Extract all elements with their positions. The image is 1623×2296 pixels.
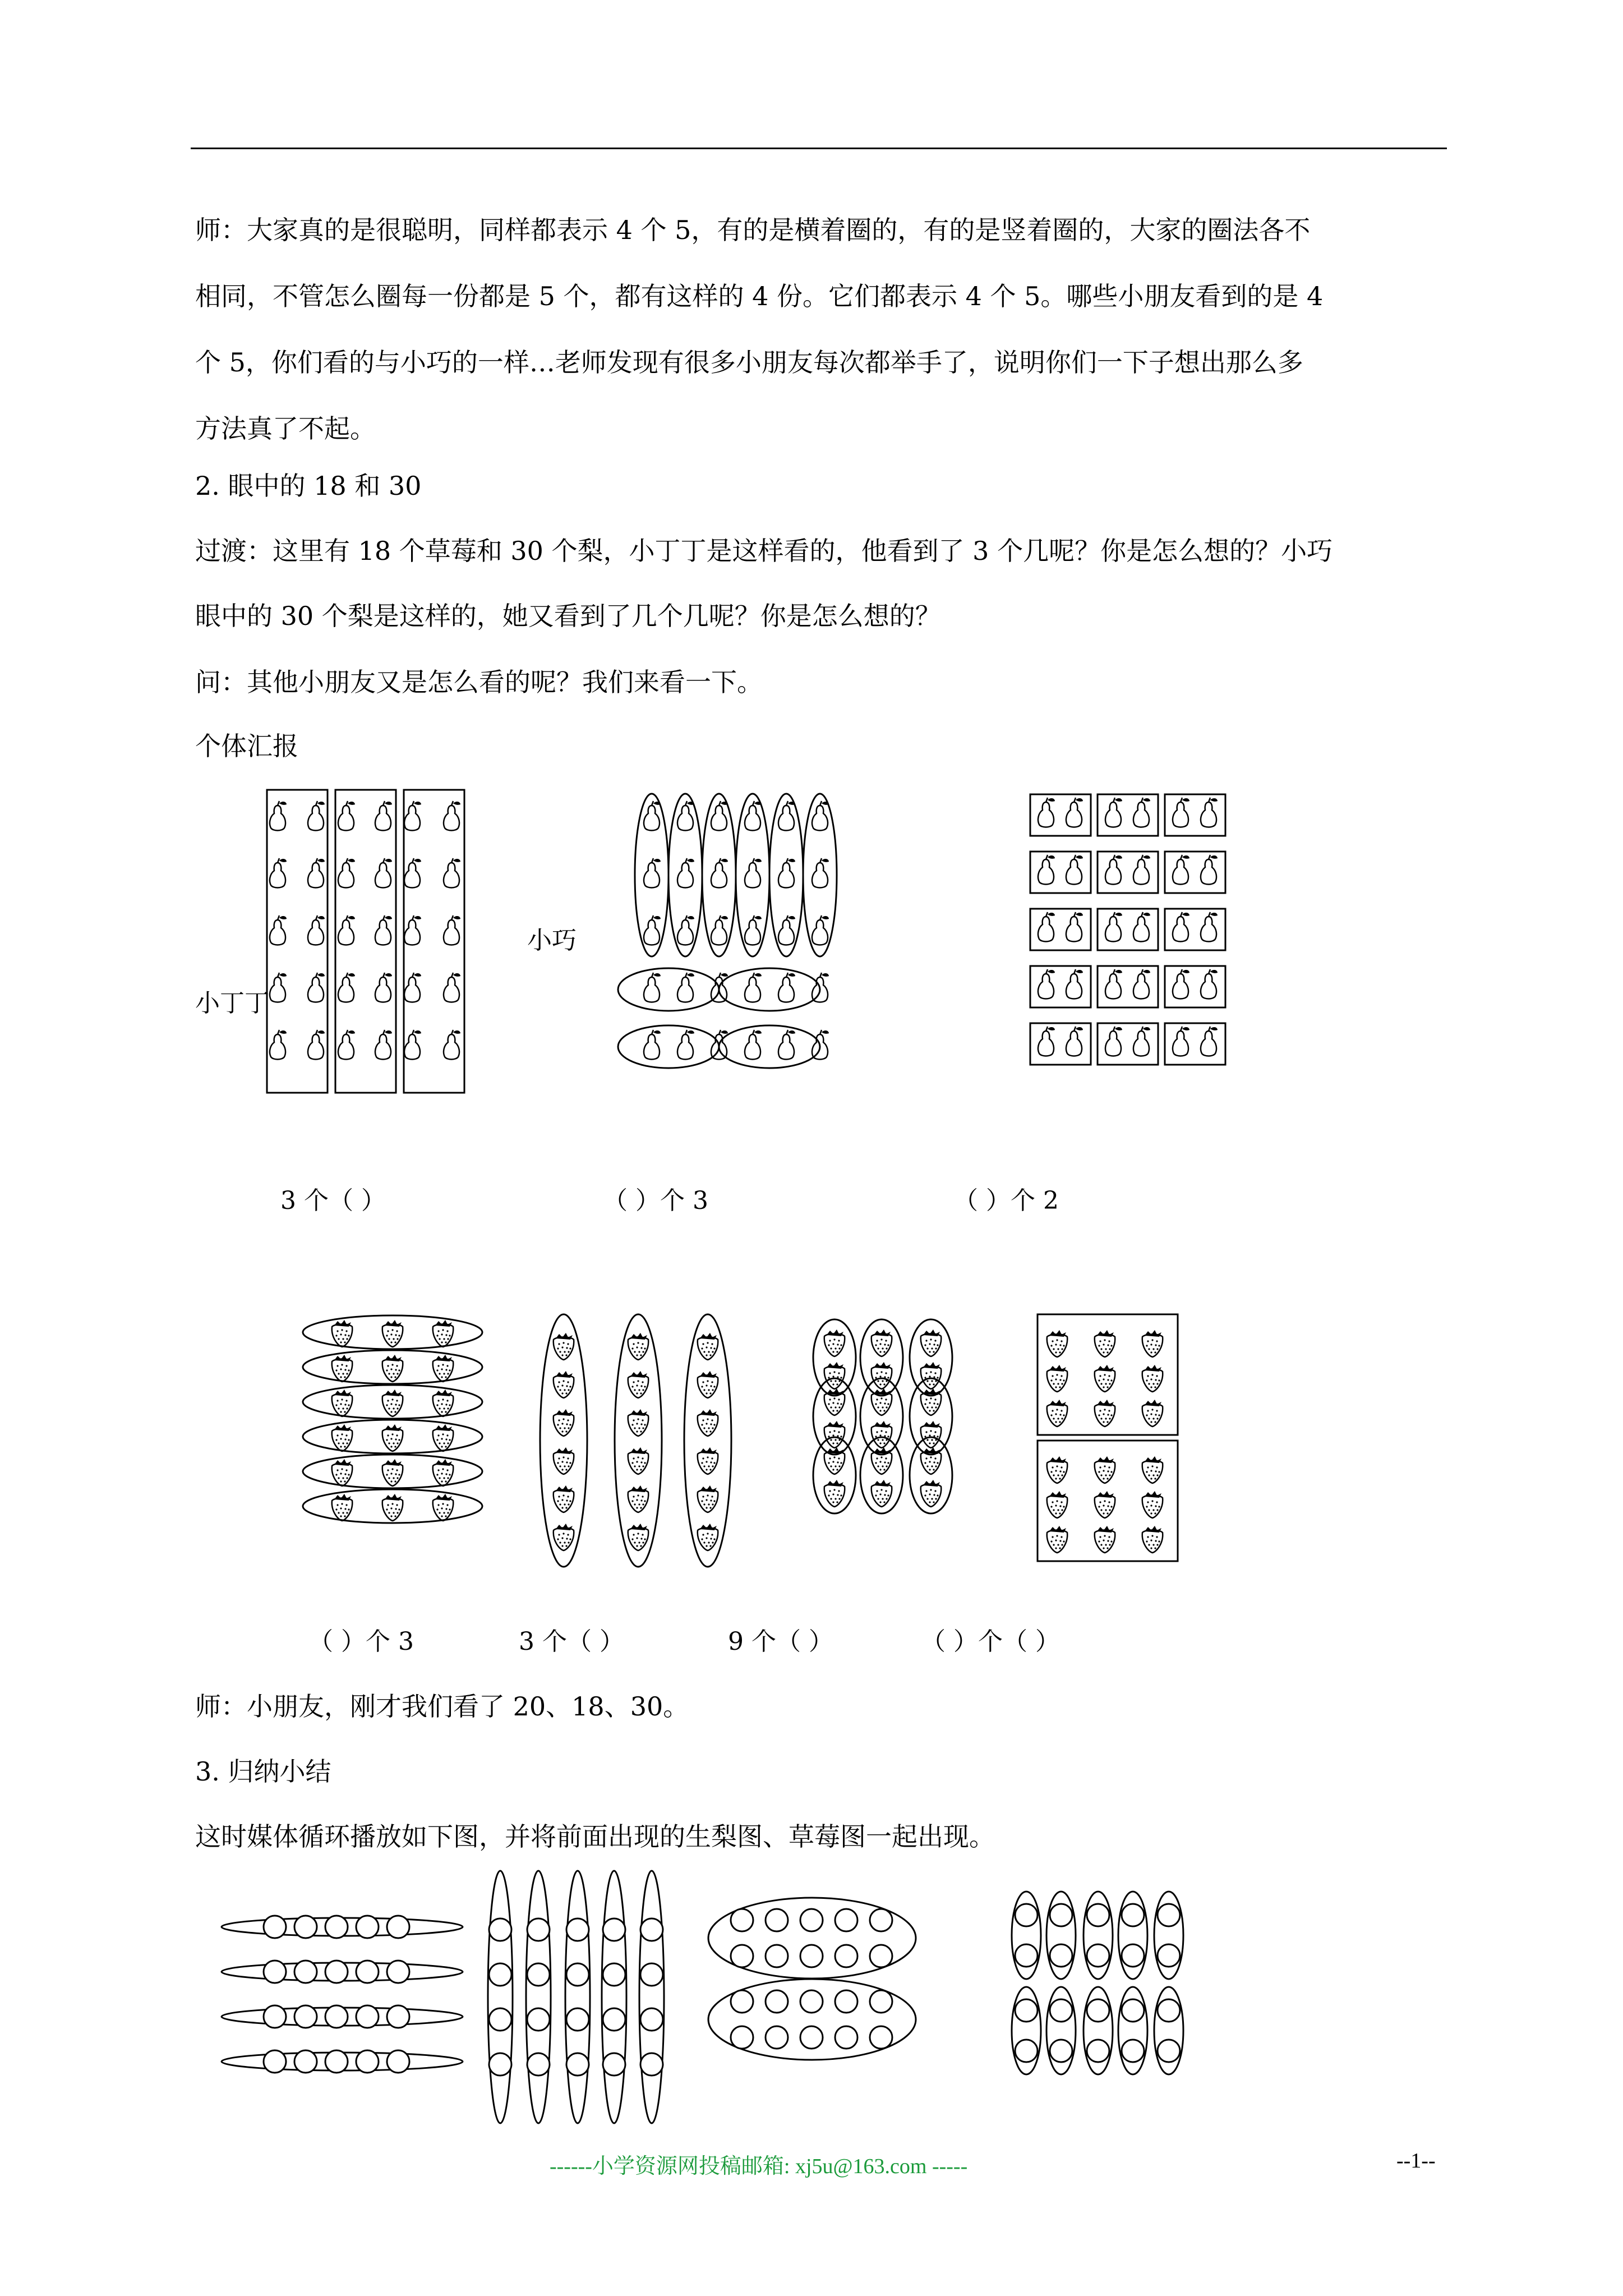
group-ellipse <box>488 1871 513 2123</box>
pear-icon <box>404 1030 421 1060</box>
pear-caption-3: （ ）个 2 <box>953 1186 1059 1215</box>
section-heading: 3. 归纳小结 <box>195 1756 331 1787</box>
pear-icon <box>778 915 795 945</box>
circle-icon <box>1015 1999 1038 2022</box>
strawberry-icon <box>554 1409 574 1436</box>
circle-icon <box>835 1909 857 1931</box>
group-ellipse <box>736 794 769 956</box>
circle-icon <box>870 2026 892 2049</box>
strawberry-icon <box>332 1320 352 1347</box>
pear-icon <box>677 915 694 945</box>
circle-icon <box>800 1990 823 2013</box>
circle-icon <box>766 1990 788 2013</box>
pear-caption-1: 3 个（ ） <box>280 1186 386 1215</box>
circle-icon <box>800 1909 823 1931</box>
strawberry-icon <box>872 1447 892 1474</box>
strawberry-icon <box>1047 1456 1067 1483</box>
pear-icon <box>270 801 287 831</box>
pear-icon <box>1201 969 1218 999</box>
strawberry-icon <box>1142 1400 1163 1427</box>
pear-icon <box>308 915 325 945</box>
circle-icon <box>731 1945 753 1967</box>
strawberry-icon <box>628 1447 648 1474</box>
circle-icon <box>1122 1904 1144 1926</box>
circle-icon <box>1050 1999 1072 2022</box>
group-ellipse <box>303 1489 482 1523</box>
pear-icon <box>711 915 728 945</box>
group-ellipse <box>860 1319 903 1396</box>
group-ellipse <box>813 1437 856 1513</box>
group-ellipse <box>910 1378 952 1455</box>
pear-icon <box>778 1030 795 1060</box>
pear-icon <box>338 801 355 831</box>
strawberry-icon <box>872 1388 892 1415</box>
group-ellipse <box>303 1350 482 1384</box>
strawberry-icon <box>921 1447 941 1474</box>
strawberry-icon <box>332 1355 352 1382</box>
circle-icon <box>1087 1999 1109 2022</box>
paragraph: 个体汇报 <box>195 731 298 761</box>
pear-icon <box>338 858 355 888</box>
strawberry-icon <box>382 1355 403 1382</box>
circle-icon <box>870 1990 892 2013</box>
circle-icon <box>325 2050 348 2073</box>
pear-icon <box>1038 912 1055 942</box>
pear-icon <box>711 858 728 888</box>
label-xiaoqiao: 小巧 <box>527 926 577 955</box>
strawberry-icon <box>1095 1491 1115 1518</box>
pear-icon <box>1133 798 1150 827</box>
group-ellipse <box>813 1319 856 1396</box>
pear-icon <box>270 915 287 945</box>
pear-icon <box>644 973 661 1002</box>
section-heading: 2. 眼中的 18 和 30 <box>195 471 422 501</box>
circle-icon <box>1158 1944 1180 1967</box>
circle-icon <box>489 1918 511 1941</box>
pear-icon <box>1133 1027 1150 1056</box>
circle-icon <box>294 2050 317 2073</box>
group-ellipse <box>813 1378 856 1455</box>
pear-icon <box>444 801 460 831</box>
pear-icon <box>1201 1027 1218 1056</box>
strawberry-icon <box>433 1494 453 1521</box>
circle-icon <box>870 1945 892 1967</box>
pear-icon <box>308 1030 325 1060</box>
pear-icon <box>375 801 392 831</box>
pear-icon <box>308 801 325 831</box>
strawberry-icon <box>332 1459 352 1486</box>
circle-icon <box>603 1963 625 1986</box>
footer-email: ------小学资源网投稿邮箱: xj5u@163.com ----- <box>550 2155 968 2178</box>
circle-icon <box>1050 2040 1072 2062</box>
strawberry-icon <box>698 1371 718 1398</box>
circle-icon <box>489 1963 511 1986</box>
paragraph: 相同，不管怎么圈每一份都是 5 个，都有这样的 4 份。它们都表示 4 个 5。哪些小朋友看到的是 4 <box>195 281 1324 311</box>
circle-icon <box>356 2050 379 2073</box>
strawberry-icon <box>332 1424 352 1451</box>
circle-icon <box>1122 1944 1144 1967</box>
circle-icon <box>1015 1904 1038 1926</box>
pear-icon <box>444 973 460 1002</box>
circle-icon <box>731 2026 753 2049</box>
group-ellipse <box>526 1871 551 2123</box>
pear-icon <box>1038 798 1055 827</box>
group-ellipse <box>910 1319 952 1396</box>
circle-icon <box>527 1918 550 1941</box>
circle-icon <box>356 1916 379 1938</box>
strawberry-icon <box>921 1480 941 1507</box>
pear-icon <box>338 1030 355 1060</box>
group-ellipse <box>668 794 702 956</box>
circle-icon <box>264 2050 286 2073</box>
pear-icon <box>1105 969 1122 999</box>
pear-icon <box>1105 912 1122 942</box>
pear-icon <box>404 801 421 831</box>
strawberry-icon <box>1142 1491 1163 1518</box>
circle-icon <box>1122 2040 1144 2062</box>
circle-icon <box>800 2026 823 2049</box>
group-ellipse <box>702 794 736 956</box>
group-ellipse <box>303 1315 482 1349</box>
strawberry-icon <box>554 1447 574 1474</box>
strawberry-icon <box>332 1389 352 1416</box>
strawberry-icon <box>698 1447 718 1474</box>
circle-icon <box>1015 2040 1038 2062</box>
strawberry-icon <box>1095 1526 1115 1553</box>
circle-icon <box>294 2005 317 2028</box>
circle-icon <box>527 1963 550 1986</box>
strawberry-icon <box>382 1494 403 1521</box>
circle-icon <box>603 2008 625 2031</box>
strawberry-icon <box>554 1371 574 1398</box>
strawberry-icon <box>382 1424 403 1451</box>
group-ellipse <box>303 1385 482 1419</box>
circle-icon <box>766 1909 788 1931</box>
pear-icon <box>404 858 421 888</box>
pear-icon <box>1105 855 1122 885</box>
group-ellipse <box>565 1871 590 2123</box>
circle-icon <box>1158 1904 1180 1926</box>
group-ellipse <box>719 968 820 1011</box>
pear-icon <box>677 973 694 1002</box>
pear-icon <box>338 973 355 1002</box>
circle-icon <box>1122 1999 1144 2022</box>
strawberry-icon <box>872 1362 892 1389</box>
strawberry-icon <box>1095 1330 1115 1357</box>
strawberry-icon <box>824 1329 845 1356</box>
circle-icon <box>566 2008 589 2031</box>
paragraph: 师：小朋友，刚才我们看了 20、18、30。 <box>195 1691 689 1722</box>
circle-icon <box>527 2008 550 2031</box>
strawberry-icon <box>1047 1400 1067 1427</box>
pear-icon <box>1173 1027 1189 1056</box>
pear-icon <box>444 1030 460 1060</box>
strawberry-icon <box>554 1485 574 1512</box>
pear-icon <box>1038 969 1055 999</box>
strawberry-icon <box>698 1333 718 1360</box>
pear-icon <box>745 801 762 831</box>
paragraph: 方法真了不起。 <box>195 413 376 444</box>
paragraph: 眼中的 30 个梨是这样的，她又看到了几个几呢？你是怎么想的？ <box>195 601 941 631</box>
pear-icon <box>375 858 392 888</box>
circle-icon <box>527 2053 550 2076</box>
circle-icon <box>264 1961 286 1983</box>
pear-icon <box>677 1030 694 1060</box>
strawberry-icon <box>1047 1491 1067 1518</box>
strawberry-icon <box>628 1371 648 1398</box>
pear-icon <box>677 801 694 831</box>
pear-icon <box>778 858 795 888</box>
group-ellipse <box>639 1871 664 2123</box>
circle-icon <box>1158 2040 1180 2062</box>
strawberry-icon <box>1142 1330 1163 1357</box>
circle-icon <box>387 1916 409 1938</box>
circle-icon <box>766 1945 788 1967</box>
group-ellipse <box>910 1437 952 1513</box>
strawberry-icon <box>1095 1365 1115 1392</box>
pear-icon <box>644 858 661 888</box>
circle-icon <box>264 1916 286 1938</box>
paragraph: 这时媒体循环播放如下图，并将前面出现的生梨图、草莓图一起出现。 <box>195 1821 995 1852</box>
pear-icon <box>711 801 728 831</box>
pear-icon <box>812 915 829 945</box>
circle-icon <box>1050 1944 1072 1967</box>
strawberry-icon <box>433 1355 453 1382</box>
pear-icon <box>270 973 287 1002</box>
pear-icon <box>375 915 392 945</box>
group-ellipse <box>719 1025 820 1068</box>
strawberry-icon <box>628 1333 648 1360</box>
pear-icon <box>1173 912 1189 942</box>
pear-icon <box>1105 1027 1122 1056</box>
strawberry-icon <box>1095 1456 1115 1483</box>
pear-icon <box>1201 855 1218 885</box>
circle-icon <box>766 2026 788 2049</box>
paragraph: 问：其他小朋友又是怎么看的呢？我们来看一下。 <box>195 667 763 697</box>
strawberry-icon <box>332 1494 352 1521</box>
pear-icon <box>375 973 392 1002</box>
group-ellipse <box>618 968 719 1011</box>
group-rect <box>267 790 328 1093</box>
strawberry-caption-4: （ ）个（ ） <box>921 1627 1060 1656</box>
pear-icon <box>444 858 460 888</box>
circle-icon <box>603 2053 625 2076</box>
pear-icon <box>1201 912 1218 942</box>
strawberry-caption-3: 9 个（ ） <box>728 1627 833 1656</box>
pear-icon <box>1133 912 1150 942</box>
label-xiaodingding: 小丁丁 <box>195 989 269 1018</box>
strawberry-icon <box>382 1459 403 1486</box>
group-ellipse <box>635 794 668 956</box>
pear-icon <box>1201 798 1218 827</box>
group-ellipse <box>769 794 803 956</box>
pear-icon <box>1173 798 1189 827</box>
circle-icon <box>1158 1999 1180 2022</box>
pear-icon <box>404 973 421 1002</box>
strawberry-icon <box>382 1320 403 1347</box>
strawberry-icon <box>824 1480 845 1507</box>
pear-icon <box>1038 855 1055 885</box>
strawberry-icon <box>921 1329 941 1356</box>
pear-icon <box>745 973 762 1002</box>
strawberry-icon <box>824 1362 845 1389</box>
circle-icon <box>1015 1944 1038 1967</box>
circle-icon <box>1087 1904 1109 1926</box>
circle-icon <box>731 1990 753 2013</box>
paragraph: 师：大家真的是很聪明，同样都表示 4 个 5，有的是横着圈的，有的是竖着圈的，大家的圈法各不 <box>195 215 1311 245</box>
strawberry-icon <box>824 1421 845 1448</box>
strawberry-icon <box>433 1320 453 1347</box>
strawberry-icon <box>872 1329 892 1356</box>
pear-icon <box>812 858 829 888</box>
strawberry-icon <box>824 1388 845 1415</box>
strawberry-icon <box>628 1409 648 1436</box>
circle-icon <box>640 1963 663 1986</box>
pear-icon <box>812 801 829 831</box>
pear-icon <box>1066 912 1083 942</box>
circle-icon <box>640 2008 663 2031</box>
pear-icon <box>338 915 355 945</box>
circle-icon <box>835 1990 857 2013</box>
strawberry-icon <box>628 1524 648 1550</box>
circle-icon <box>1087 2040 1109 2062</box>
circle-icon <box>356 2005 379 2028</box>
group-ellipse <box>860 1437 903 1513</box>
circle-icon <box>489 2008 511 2031</box>
pear-icon <box>270 1030 287 1060</box>
page-number: --1-- <box>1396 2149 1436 2173</box>
pear-icon <box>644 801 661 831</box>
pear-icon <box>404 915 421 945</box>
strawberry-icon <box>698 1485 718 1512</box>
circle-icon <box>603 1918 625 1941</box>
strawberry-icon <box>433 1389 453 1416</box>
strawberry-icon <box>628 1485 648 1512</box>
pear-caption-2: （ ）个 3 <box>603 1186 708 1215</box>
paragraph: 个 5，你们看的与小巧的一样…老师发现有很多小朋友每次都举手了，说明你们一下子想出那么多 <box>195 347 1303 378</box>
circle-icon <box>731 1909 753 1931</box>
strawberry-icon <box>382 1389 403 1416</box>
pear-icon <box>444 915 460 945</box>
pear-icon <box>308 858 325 888</box>
pear-icon <box>745 915 762 945</box>
strawberry-icon <box>1047 1365 1067 1392</box>
circle-icon <box>325 2005 348 2028</box>
strawberry-icon <box>921 1421 941 1448</box>
group-ellipse <box>303 1420 482 1453</box>
pear-icon <box>1173 969 1189 999</box>
group-rect <box>335 790 396 1093</box>
strawberry-icon <box>1047 1330 1067 1357</box>
pear-icon <box>778 801 795 831</box>
pear-icon <box>1133 855 1150 885</box>
pear-icon <box>270 858 287 888</box>
pear-icon <box>375 1030 392 1060</box>
circle-icon <box>387 1961 409 1983</box>
strawberry-icon <box>1142 1365 1163 1392</box>
strawberry-icon <box>824 1447 845 1474</box>
pear-icon <box>745 858 762 888</box>
group-ellipse <box>803 794 837 956</box>
circle-icon <box>835 2026 857 2049</box>
pear-icon <box>1133 969 1150 999</box>
group-rect <box>404 790 464 1093</box>
circle-icon <box>1087 1944 1109 1967</box>
circle-icon <box>1050 1904 1072 1926</box>
circle-icon <box>325 1916 348 1938</box>
strawberry-icon <box>433 1424 453 1451</box>
pear-icon <box>1066 798 1083 827</box>
pear-icon <box>745 1030 762 1060</box>
pear-icon <box>1066 855 1083 885</box>
pear-icon <box>644 915 661 945</box>
circle-icon <box>294 1916 317 1938</box>
strawberry-caption-2: 3 个（ ） <box>519 1627 624 1656</box>
group-ellipse <box>303 1455 482 1488</box>
strawberry-icon <box>872 1421 892 1448</box>
circle-icon <box>870 1909 892 1931</box>
strawberry-icon <box>698 1409 718 1436</box>
strawberry-icon <box>698 1524 718 1550</box>
pear-icon <box>1173 855 1189 885</box>
strawberry-icon <box>1142 1526 1163 1553</box>
circle-icon <box>489 2053 511 2076</box>
circle-icon <box>294 1961 317 1983</box>
circle-icon <box>325 1961 348 1983</box>
pear-icon <box>308 973 325 1002</box>
pear-icon <box>677 858 694 888</box>
circle-icon <box>264 2005 286 2028</box>
strawberry-icon <box>554 1333 574 1360</box>
circle-icon <box>640 2053 663 2076</box>
circle-icon <box>566 2053 589 2076</box>
circle-icon <box>566 1963 589 1986</box>
circle-icon <box>835 1945 857 1967</box>
strawberry-icon <box>1095 1400 1115 1427</box>
pear-icon <box>1066 1027 1083 1056</box>
strawberry-icon <box>872 1480 892 1507</box>
strawberry-icon <box>1047 1526 1067 1553</box>
strawberry-icon <box>433 1459 453 1486</box>
pear-icon <box>778 973 795 1002</box>
pear-icon <box>1066 969 1083 999</box>
group-ellipse <box>618 1025 719 1068</box>
strawberry-icon <box>554 1524 574 1550</box>
group-ellipse <box>602 1871 626 2123</box>
pear-icon <box>644 1030 661 1060</box>
circle-icon <box>800 1945 823 1967</box>
circle-icon <box>356 1961 379 1983</box>
circle-icon <box>640 1918 663 1941</box>
circle-icon <box>566 1918 589 1941</box>
pear-icon <box>1038 1027 1055 1056</box>
circle-icon <box>387 2005 409 2028</box>
group-ellipse <box>860 1378 903 1455</box>
strawberry-icon <box>1142 1456 1163 1483</box>
pear-icon <box>1105 798 1122 827</box>
strawberry-icon <box>921 1362 941 1389</box>
circle-icon <box>387 2050 409 2073</box>
strawberry-caption-1: （ ）个 3 <box>308 1627 414 1656</box>
strawberry-icon <box>921 1388 941 1415</box>
paragraph: 过渡：这里有 18 个草莓和 30 个梨，小丁丁是这样看的，他看到了 3 个几呢？你是怎么想的？小巧 <box>195 536 1333 566</box>
